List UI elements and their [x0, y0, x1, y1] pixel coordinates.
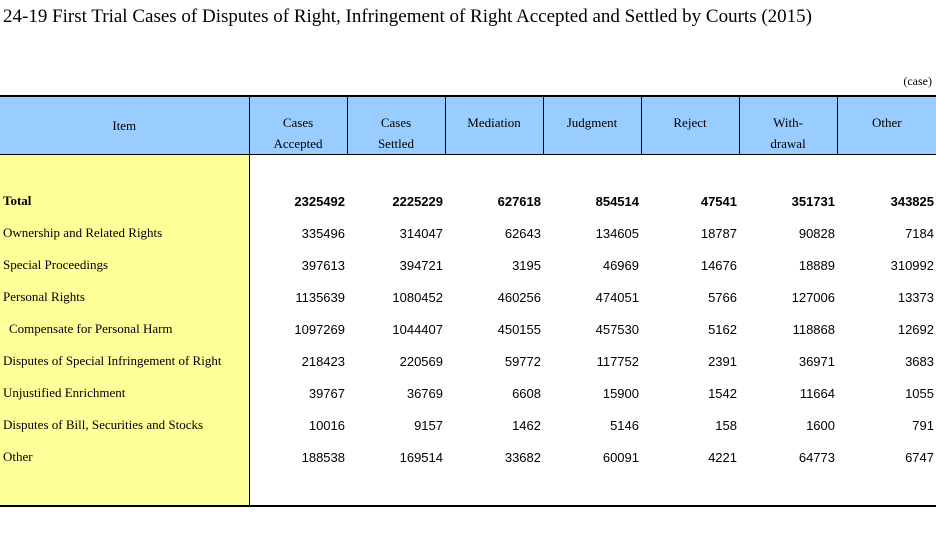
data-table [0, 95, 936, 507]
header-cases-settled-line2: Settled [377, 136, 415, 151]
row-label: Personal Rights [0, 281, 249, 313]
cell-judgment: 15900 [602, 385, 639, 401]
cell-judgment: 457530 [595, 321, 639, 337]
cell-judgment: 854514 [595, 193, 639, 209]
row-label: Disputes of Special Infringement of Right [0, 345, 249, 377]
header-withdrawal-line1: With- [773, 115, 803, 130]
cell-reject: 1542 [708, 385, 737, 401]
cell-mediation: 59772 [504, 353, 541, 369]
cell-withdrawal: 1600 [806, 417, 835, 433]
row-label: Ownership and Related Rights [0, 217, 249, 249]
cell-withdrawal: 127006 [791, 289, 835, 305]
header-cases-accepted [249, 96, 347, 155]
header-item [0, 96, 249, 155]
cell-accepted: 397613 [301, 257, 345, 273]
unit-note: (case) [903, 74, 932, 88]
cell-reject: 14676 [700, 257, 737, 273]
header-reject [641, 96, 739, 155]
table-row [0, 217, 936, 249]
cell-settled: 314047 [399, 225, 443, 241]
row-label: Special Proceedings [0, 249, 249, 281]
cell-reject: 47541 [700, 193, 737, 209]
cell-settled: 1080452 [392, 289, 443, 305]
cell-reject: 158 [715, 417, 737, 433]
cell-reject: 2391 [708, 353, 737, 369]
row-label: Disputes of Bill, Securities and Stocks [0, 409, 249, 441]
row-label: Unjustified Enrichment [0, 377, 249, 409]
spacer-row [0, 473, 936, 506]
cell-reject: 5766 [708, 289, 737, 305]
row-label: Other [0, 441, 249, 473]
cell-accepted: 218423 [301, 353, 345, 369]
cell-reject: 18787 [700, 225, 737, 241]
cell-other: 791 [912, 417, 934, 433]
cell-mediation: 627618 [497, 193, 541, 209]
header-judgment [543, 96, 641, 155]
cell-other: 6747 [905, 449, 934, 465]
header-withdrawal-line2: drawal [770, 136, 806, 151]
cell-accepted: 335496 [301, 225, 345, 241]
header-row [0, 96, 936, 155]
cell-settled: 220569 [399, 353, 443, 369]
cell-reject: 4221 [708, 449, 737, 465]
cell-withdrawal: 64773 [798, 449, 835, 465]
cell-judgment: 134605 [595, 225, 639, 241]
cell-other: 3683 [905, 353, 934, 369]
header-withdrawal [739, 96, 837, 155]
cell-mediation: 3195 [512, 257, 541, 273]
cell-other: 13373 [897, 289, 934, 305]
header-judgment-label: Judgment [566, 115, 618, 130]
cell-withdrawal: 90828 [798, 225, 835, 241]
header-other [837, 96, 936, 155]
cell-withdrawal: 36971 [798, 353, 835, 369]
cell-reject: 5162 [708, 321, 737, 337]
cell-mediation: 460256 [497, 289, 541, 305]
table-row [0, 377, 936, 409]
cell-judgment: 117752 [596, 353, 639, 369]
cell-other: 1055 [905, 385, 934, 401]
cell-judgment: 46969 [602, 257, 639, 273]
table-row [0, 281, 936, 313]
table-row [0, 185, 936, 217]
header-mediation [445, 96, 543, 155]
cell-withdrawal: 118868 [792, 321, 835, 337]
cell-mediation: 62643 [504, 225, 541, 241]
header-mediation-label: Mediation [467, 115, 521, 130]
header-other-label: Other [871, 115, 902, 130]
cell-withdrawal: 11664 [799, 385, 835, 401]
cell-judgment: 474051 [595, 289, 639, 305]
cell-mediation: 6608 [512, 385, 541, 401]
table-row [0, 249, 936, 281]
cell-accepted: 2325492 [294, 193, 345, 209]
cell-accepted: 1135639 [295, 289, 345, 305]
header-cases-accepted-line1: Cases [282, 115, 314, 130]
cell-settled: 1044407 [392, 321, 443, 337]
cell-settled: 2225229 [392, 193, 443, 209]
cell-other: 12692 [897, 321, 934, 337]
cell-settled: 169514 [399, 449, 443, 465]
header-cases-accepted-line2: Accepted [273, 136, 323, 151]
cell-accepted: 188538 [301, 449, 345, 465]
page-title: 24-19 First Trial Cases of Disputes of Right, Infringement of Right Accepted and Settled by Courts (2015) [3, 6, 813, 27]
header-cases-settled-line1: Cases [380, 115, 412, 130]
table-row [0, 409, 936, 441]
table-row [0, 441, 936, 473]
row-label: Total [0, 185, 249, 217]
cell-mediation: 1462 [512, 417, 541, 433]
cell-other: 343825 [890, 193, 934, 209]
cell-withdrawal: 18889 [798, 257, 835, 273]
row-label: Compensate for Personal Harm [9, 321, 173, 336]
cell-judgment: 5146 [610, 417, 639, 433]
cell-settled: 36769 [406, 385, 443, 401]
cell-other: 7184 [905, 225, 934, 241]
cell-withdrawal: 351731 [791, 193, 835, 209]
cell-accepted: 1097269 [294, 321, 345, 337]
cell-mediation: 33682 [504, 449, 541, 465]
cell-accepted: 10016 [308, 417, 345, 433]
cell-mediation: 450155 [497, 321, 541, 337]
cell-accepted: 39767 [308, 385, 345, 401]
header-reject-label: Reject [673, 115, 707, 130]
table-row [0, 345, 936, 377]
cell-settled: 9157 [414, 417, 443, 433]
header-item-label: Item [112, 117, 137, 133]
table-row [0, 313, 936, 345]
spacer-row [0, 155, 936, 186]
cell-settled: 394721 [399, 257, 443, 273]
cell-other: 310992 [890, 257, 934, 273]
header-cases-settled [347, 96, 445, 155]
cell-judgment: 60091 [602, 449, 639, 465]
